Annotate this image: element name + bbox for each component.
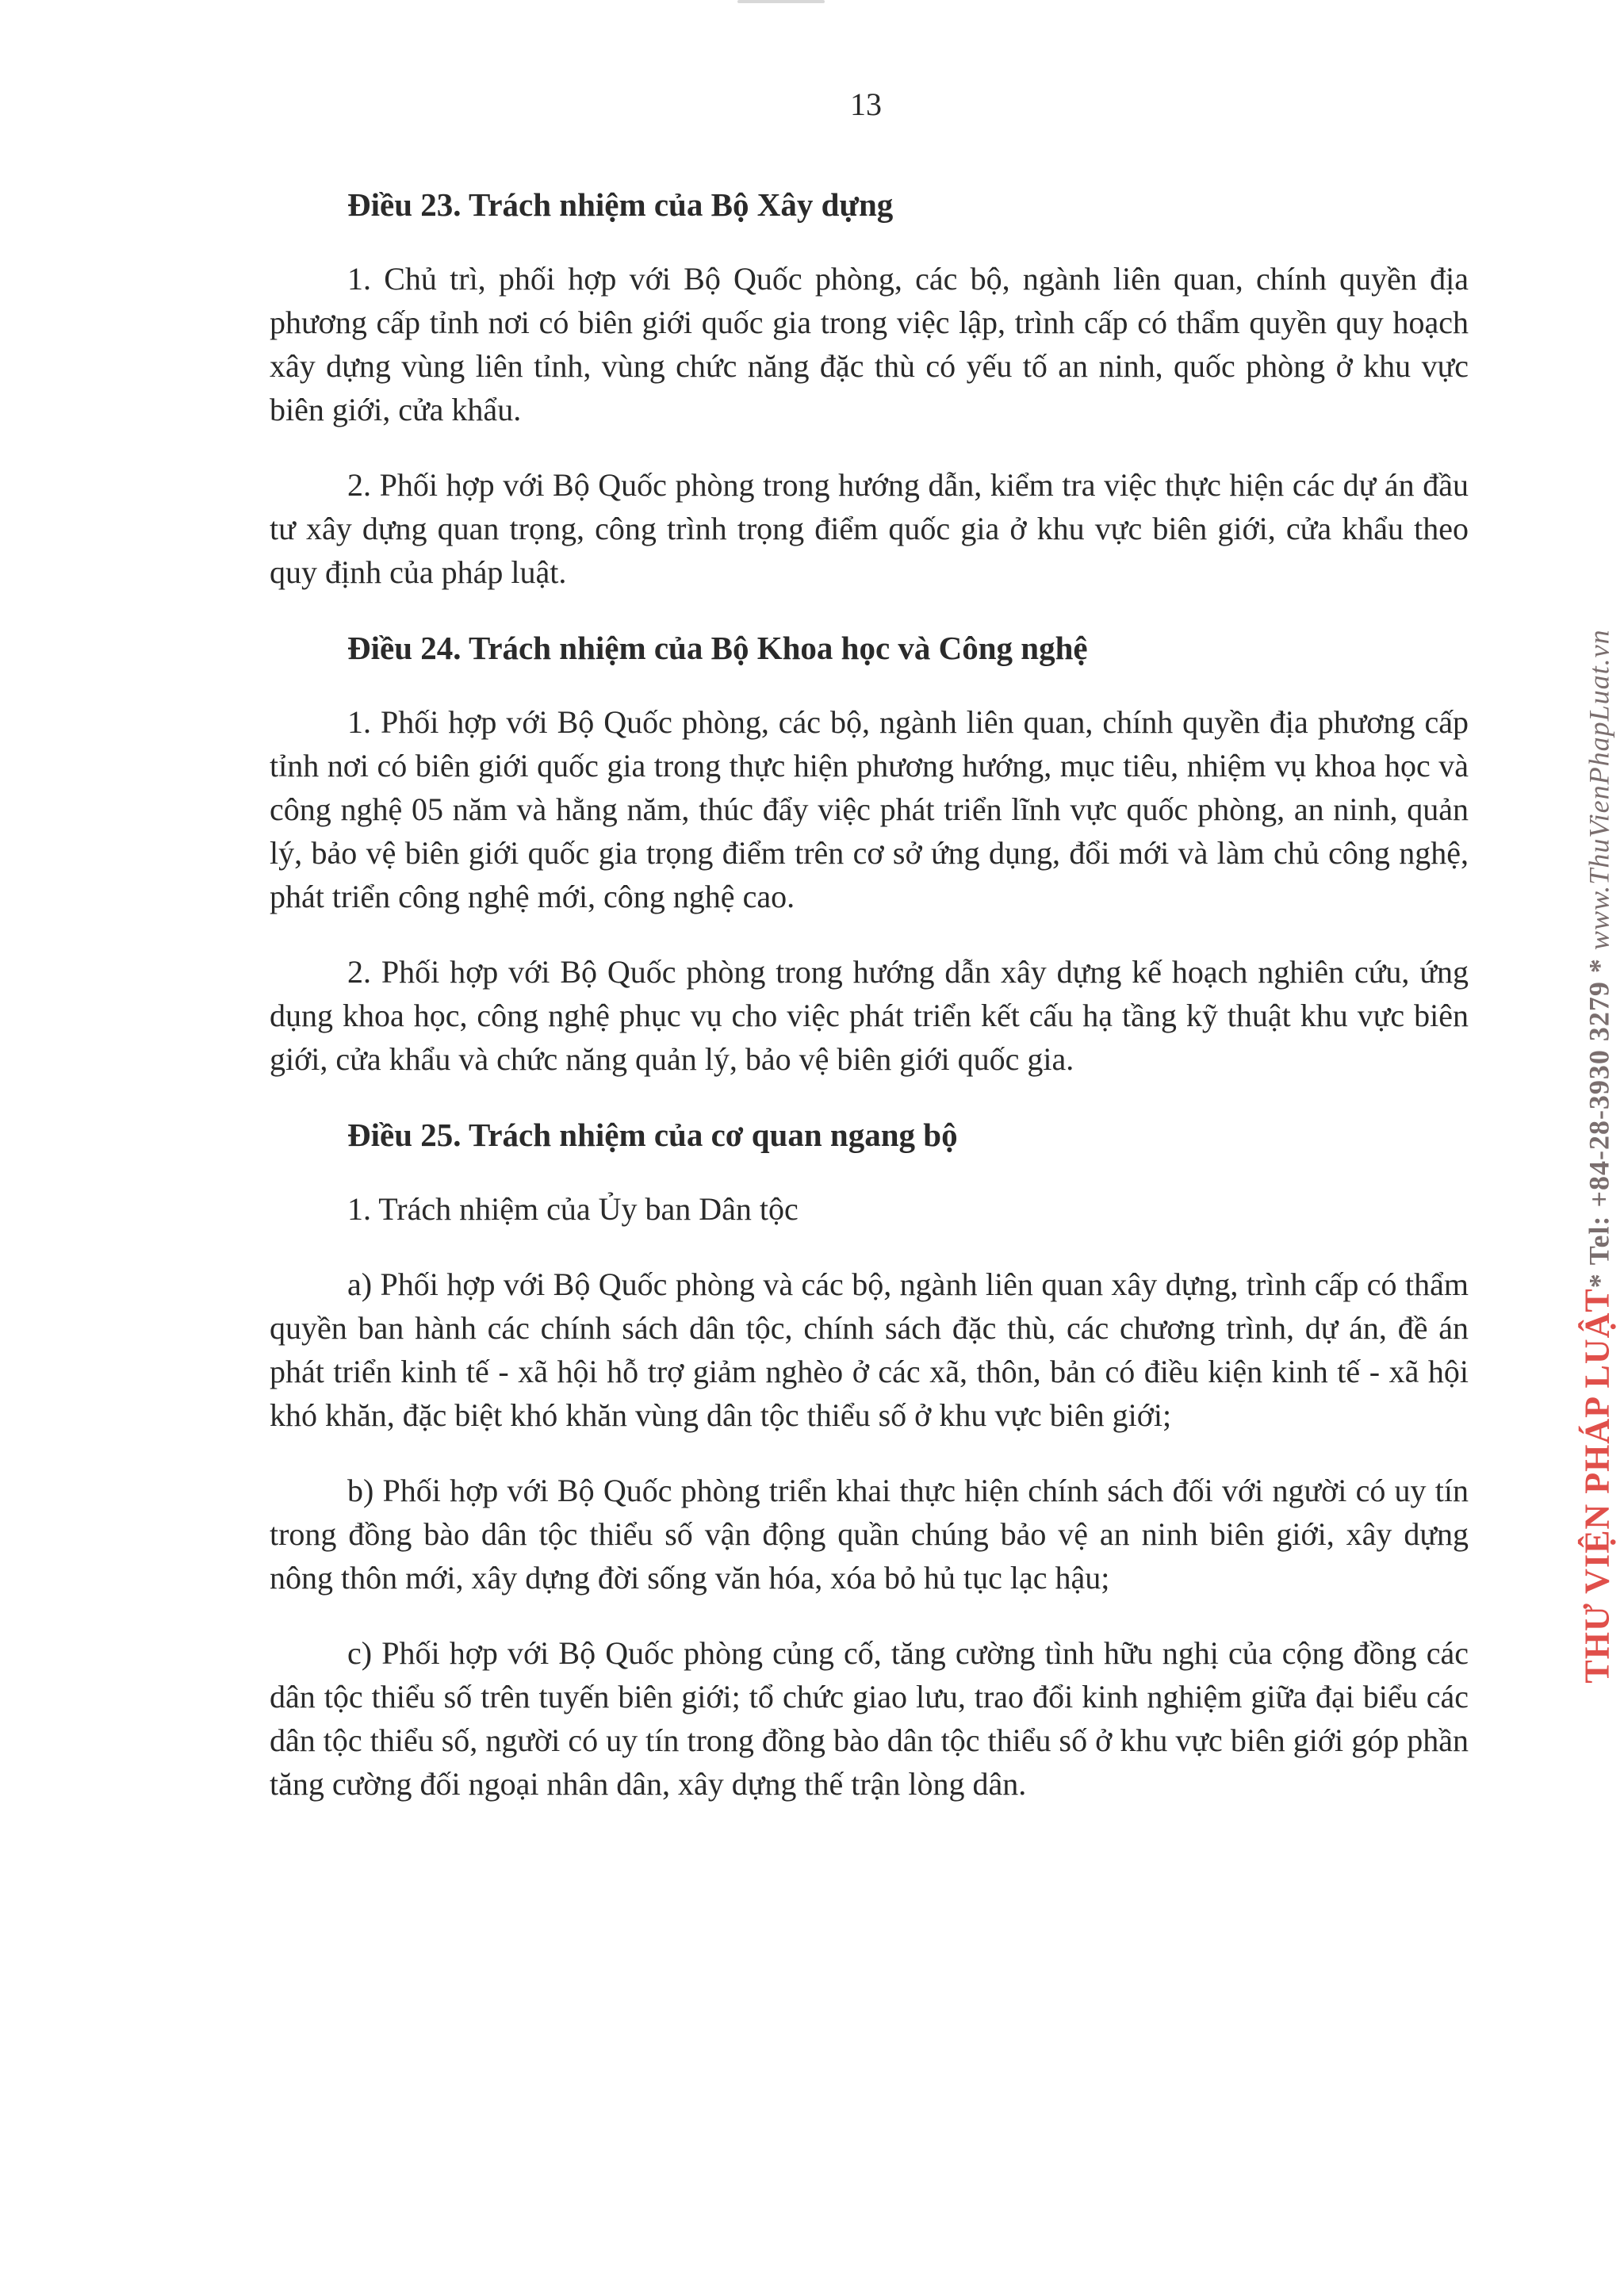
article-25 bbox=[270, 1113, 1469, 1806]
watermark-separator: * bbox=[1583, 958, 1615, 974]
article-heading: Điều 25. Trách nhiệm của cơ quan ngang bộ bbox=[347, 1117, 958, 1153]
article-paragraph: c) Phối hợp với Bộ Quốc phòng củng cố, tăng cường tình hữu nghị của cộng đồng các dân tộc thiểu số trên tuyến biên giới; tổ chức giao lưu, trao đổi kinh nghiệm giữa đại biểu các dân tộc thiểu số, người có uy tín trong đồng bào dân tộc thiểu số ở khu vực biên giới góp phần tăng cường đối ngoại nhân dân, xây dựng thế trận lòng dân. bbox=[270, 1635, 1469, 1802]
article-heading: Điều 23. Trách nhiệm của Bộ Xây dựng bbox=[347, 186, 894, 223]
article-heading: Điều 24. Trách nhiệm của Bộ Khoa học và Công nghệ bbox=[347, 630, 1088, 666]
scan-artifact bbox=[737, 0, 825, 3]
article-paragraph: 2. Phối hợp với Bộ Quốc phòng trong hướng dẫn, kiểm tra việc thực hiện các dự án đầu tư xây dựng quan trọng, công trình trọng điểm quốc gia ở khu vực biên giới, cửa khẩu theo quy định của pháp luật. bbox=[270, 467, 1469, 590]
watermark-brand: THƯ VIỆN PHÁP LUẬT bbox=[1577, 1288, 1617, 1684]
article-item-title: 1. Trách nhiệm của Ủy ban Dân tộc bbox=[347, 1191, 799, 1227]
article-paragraph: 2. Phối hợp với Bộ Quốc phòng trong hướng dẫn xây dựng kế hoạch nghiên cứu, ứng dụng khoa học, công nghệ phục vụ cho việc phát triển kết cấu hạ tầng kỹ thuật khu vực biên giới, cửa khẩu và chức năng quản lý, bảo vệ biên giới quốc gia. bbox=[270, 954, 1469, 1077]
page-number: 13 bbox=[850, 86, 882, 122]
article-24 bbox=[270, 626, 1469, 1081]
article-paragraph: a) Phối hợp với Bộ Quốc phòng và các bộ, ngành liên quan xây dựng, trình cấp có thẩm quyền ban hành các chính sách dân tộc, chính sách đặc thù, các chương trình, dự án, đề án phát triển kinh tế - xã hội hỗ trợ giảm nghèo ở các xã, thôn, bản có điều kiện kinh tế - xã hội khó khăn, đặc biệt khó khăn vùng dân tộc thiểu số ở khu vực biên giới; bbox=[270, 1266, 1469, 1433]
side-watermark bbox=[1577, 629, 1618, 1683]
article-23 bbox=[270, 182, 1469, 594]
article-paragraph: 1. Phối hợp với Bộ Quốc phòng, các bộ, ngành liên quan, chính quyền địa phương cấp tỉnh nơi có biên giới quốc gia trong thực hiện phương hướng, mục tiêu, nhiệm vụ khoa học và công nghệ 05 năm và hằng năm, thúc đẩy việc phát triển lĩnh vực quốc phòng, an ninh, quản lý, bảo vệ biên giới quốc gia trọng điểm trên cơ sở ứng dụng, đổi mới và làm chủ công nghệ, phát triển công nghệ mới, công nghệ cao. bbox=[270, 704, 1469, 914]
document-body bbox=[270, 182, 1469, 1837]
watermark-phone: Tel: +84-28-3930 3279 bbox=[1583, 981, 1615, 1266]
watermark-separator: * bbox=[1583, 1273, 1615, 1289]
article-paragraph: 1. Chủ trì, phối hợp với Bộ Quốc phòng, các bộ, ngành liên quan, chính quyền địa phương cấp tỉnh nơi có biên giới quốc gia trong việc lập, trình cấp có thẩm quyền quy hoạch xây dựng vùng liên tỉnh, vùng chức năng đặc thù có yếu tố an ninh, quốc phòng ở khu vực biên giới, cửa khẩu. bbox=[270, 261, 1469, 427]
article-paragraph: b) Phối hợp với Bộ Quốc phòng triển khai thực hiện chính sách đối với người có uy tín trong đồng bào dân tộc thiểu số vận động quần chúng bảo vệ an ninh biên giới, xây dựng nông thôn mới, xây dựng đời sống văn hóa, xóa bỏ hủ tục lạc hậu; bbox=[270, 1473, 1469, 1596]
watermark-website: www.ThuVienPhapLuat.vn bbox=[1583, 629, 1615, 951]
